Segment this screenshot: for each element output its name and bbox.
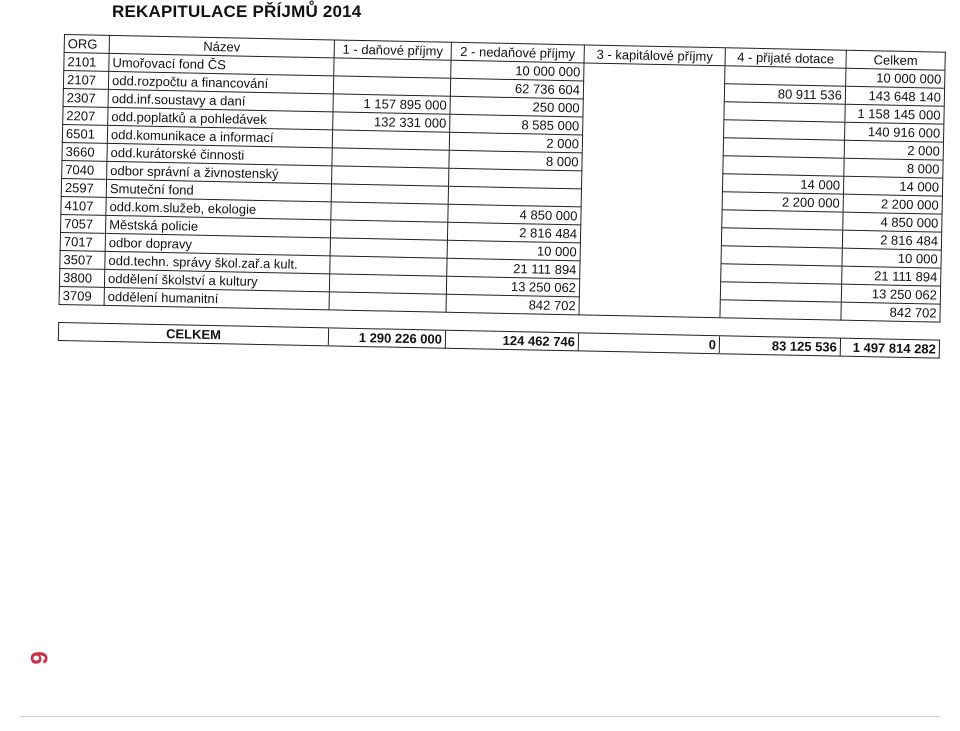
row-total: 10 000 — [842, 248, 941, 268]
row-non-tax-revenue: 2 000 — [449, 132, 582, 153]
row-non-tax-revenue: 10 000 — [447, 240, 580, 261]
row-received-grants — [723, 138, 844, 158]
row-received-grants — [724, 120, 845, 140]
row-tax-revenue — [332, 166, 449, 186]
row-received-grants — [720, 282, 841, 302]
row-non-tax-revenue: 842 702 — [446, 294, 579, 315]
row-org: 4107 — [61, 196, 106, 215]
row-non-tax-revenue: 8 585 000 — [450, 114, 583, 135]
row-total: 4 850 000 — [843, 212, 942, 232]
row-total: 14 000 — [843, 176, 942, 196]
row-received-grants — [720, 300, 841, 320]
row-org: 2207 — [63, 106, 108, 125]
header-received-grants: 4 - přijaté dotace — [725, 48, 846, 68]
row-tax-revenue — [332, 130, 449, 150]
page-title: REKAPITULACE PŘÍJMŮ 2014 — [112, 2, 362, 21]
header-tax-revenue: 1 - daňové příjmy — [334, 40, 451, 60]
row-received-grants — [721, 228, 842, 248]
row-tax-revenue — [330, 256, 447, 276]
total-grand: 1 497 814 282 — [840, 338, 939, 358]
row-name: odd.techn. správy škol.zař.a kult. — [105, 251, 330, 274]
row-name: odd.kom.služeb, ekologie — [106, 197, 331, 220]
row-org: 3800 — [59, 268, 104, 287]
row-received-grants — [725, 66, 846, 86]
total-non-tax-revenue: 124 462 746 — [445, 330, 578, 351]
row-non-tax-revenue: 8 000 — [449, 150, 582, 171]
header-non-tax-revenue: 2 - nedaňové příjmy — [451, 42, 584, 63]
total-tax-revenue: 1 290 226 000 — [328, 328, 445, 348]
row-name: Městská policie — [106, 215, 331, 238]
scan-edge-line — [20, 716, 940, 717]
row-total: 2 000 — [844, 140, 943, 160]
recap-sheet — [58, 34, 946, 359]
row-total: 8 000 — [844, 158, 943, 178]
row-non-tax-revenue: 10 000 000 — [451, 60, 584, 81]
row-org: 3709 — [59, 286, 104, 305]
row-total: 140 916 000 — [845, 122, 944, 142]
row-total: 2 816 484 — [842, 230, 941, 250]
row-tax-revenue — [332, 148, 449, 168]
row-tax-revenue — [330, 238, 447, 258]
revenue-recap-table — [58, 34, 946, 359]
row-name: oddělení školství a kultury — [104, 269, 329, 292]
row-name: oddělení humanitní — [104, 287, 329, 310]
total-received-grants: 83 125 536 — [719, 336, 840, 356]
row-non-tax-revenue: 21 111 894 — [447, 258, 580, 279]
header-org: ORG — [64, 35, 109, 54]
row-name: odbor správní a živnostenský — [107, 161, 332, 184]
row-total: 10 000 000 — [846, 68, 945, 88]
row-org: 2107 — [63, 71, 108, 90]
row-org: 6501 — [62, 124, 107, 143]
row-org: 7057 — [61, 214, 106, 233]
row-total: 13 250 062 — [841, 284, 940, 304]
row-total: 143 648 140 — [845, 86, 944, 106]
row-received-grants: 14 000 — [722, 174, 843, 194]
row-tax-revenue: 132 331 000 — [333, 112, 450, 132]
row-received-grants — [722, 210, 843, 230]
row-org: 3660 — [62, 142, 107, 161]
row-tax-revenue — [330, 220, 447, 240]
row-tax-revenue — [333, 76, 450, 96]
row-name: odd.poplatků a pohledávek — [108, 107, 333, 130]
row-non-tax-revenue: 2 816 484 — [447, 222, 580, 243]
header-capital-revenue: 3 - kapitálové příjmy — [584, 45, 725, 66]
header-name: Název — [109, 35, 334, 58]
row-total: 1 158 145 000 — [845, 104, 944, 124]
row-total: 21 111 894 — [842, 266, 941, 286]
row-received-grants — [721, 246, 842, 266]
page-number: 9 — [26, 651, 54, 665]
row-name: Umořovací fond ČS — [109, 53, 334, 76]
row-org: 3507 — [60, 250, 105, 269]
row-tax-revenue — [329, 274, 446, 294]
row-received-grants — [721, 264, 842, 284]
row-name: odd.inf.soustavy a daní — [108, 89, 333, 112]
row-name: odd.komunikace a informací — [107, 125, 332, 148]
row-received-grants: 80 911 536 — [724, 84, 845, 104]
row-received-grants: 2 200 000 — [722, 192, 843, 212]
row-tax-revenue — [331, 202, 448, 222]
row-org: 7017 — [60, 232, 105, 251]
total-capital-revenue: 0 — [578, 333, 719, 354]
row-org: 7040 — [62, 160, 107, 179]
row-name: odd.rozpočtu a financování — [108, 71, 333, 94]
row-non-tax-revenue: 250 000 — [450, 96, 583, 117]
row-name: odbor dopravy — [105, 233, 330, 256]
row-tax-revenue — [329, 292, 446, 312]
row-name: Smuteční fond — [106, 179, 331, 202]
row-tax-revenue: 1 157 895 000 — [333, 94, 450, 114]
row-tax-revenue — [331, 184, 448, 204]
row-received-grants — [724, 102, 845, 122]
row-name: odd.kurátorské činnosti — [107, 143, 332, 166]
row-non-tax-revenue: 62 736 604 — [450, 78, 583, 99]
row-non-tax-revenue: 13 250 062 — [446, 276, 579, 297]
row-non-tax-revenue: 4 850 000 — [448, 204, 581, 225]
row-tax-revenue — [334, 58, 451, 78]
row-received-grants — [723, 156, 844, 176]
row-total: 2 200 000 — [843, 194, 942, 214]
header-total: Celkem — [846, 50, 945, 70]
row-org: 2597 — [61, 178, 106, 197]
row-total: 842 702 — [841, 302, 940, 322]
row-org: 2307 — [63, 88, 108, 107]
row-org: 2101 — [64, 53, 109, 72]
total-label: CELKEM — [58, 322, 328, 345]
